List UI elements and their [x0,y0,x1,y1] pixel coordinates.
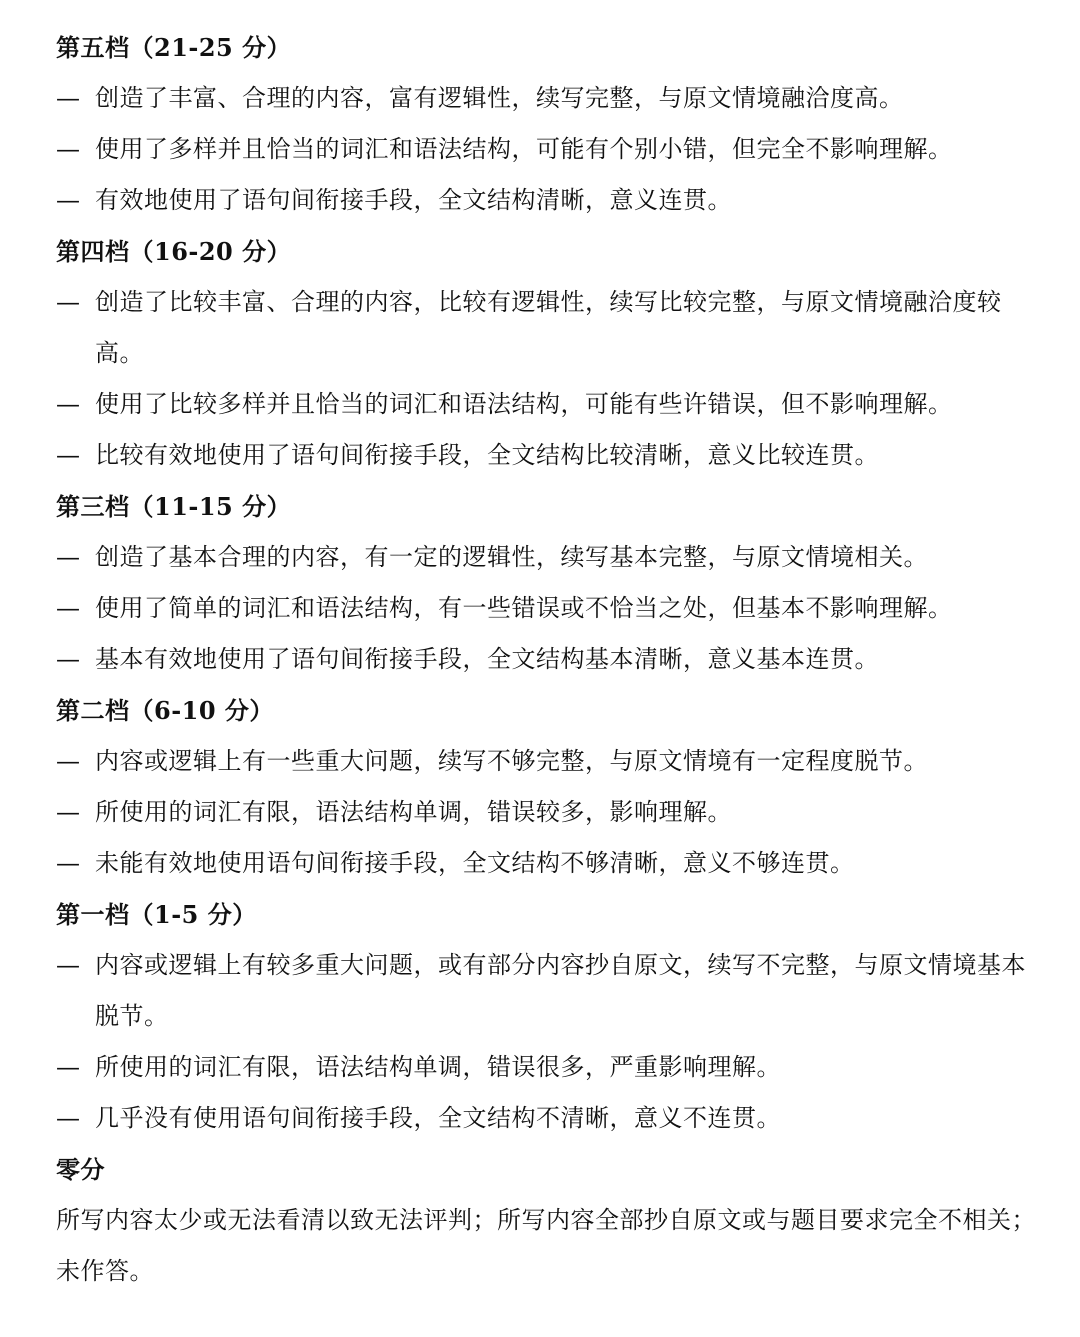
rubric-item-text: 基本有效地使用了语句间衔接手段，全文结构基本清晰，意义基本连贯。 [95,645,879,673]
dash-bullet: — [56,594,81,622]
rubric-item-text: 内容或逻辑上有一些重大问题，续写不够完整，与原文情境有一定程度脱节。 [95,747,928,775]
rubric-item-text: 几乎没有使用语句间衔接手段，全文结构不清晰，意义不连贯。 [95,1104,781,1132]
rubric-item [0,1093,1080,1144]
dash-bullet: — [56,849,81,877]
section-tier-4 [0,226,1080,481]
section-heading: 第一档（1-5 分） [56,900,257,929]
dash-bullet: — [56,798,81,826]
rubric-item-text: 使用了多样并且恰当的词汇和语法结构，可能有个别小错，但完全不影响理解。 [95,135,953,163]
section-tier-3 [0,481,1080,685]
rubric-item-text: 比较有效地使用了语句间衔接手段，全文结构比较清晰，意义比较连贯。 [95,441,879,469]
rubric-item [0,73,1080,124]
rubric-item-text: 使用了比较多样并且恰当的词汇和语法结构，可能有些许错误，但不影响理解。 [95,390,953,418]
section-tier-2 [0,685,1080,889]
rubric-item-text: 创造了丰富、合理的内容，富有逻辑性，续写完整，与原文情境融洽度高。 [95,84,904,112]
dash-bullet: — [56,441,81,469]
rubric-item [0,532,1080,583]
rubric-item [0,430,1080,481]
section-heading: 第四档（16-20 分） [56,237,292,266]
rubric-item-text: 创造了基本合理的内容，有一定的逻辑性，续写基本完整，与原文情境相关。 [95,543,928,571]
rubric-item [0,175,1080,226]
dash-bullet: — [56,135,81,163]
rubric-item [0,1042,1080,1093]
dash-bullet: — [56,390,81,418]
section-heading: 第五档（21-25 分） [56,33,292,62]
rubric-item [0,634,1080,685]
rubric-item-text: 有效地使用了语句间衔接手段，全文结构清晰，意义连贯。 [95,186,732,214]
section-heading: 第三档（11-15 分） [56,492,292,521]
rubric-item-text: 创造了比较丰富、合理的内容，比较有逻辑性，续写比较完整，与原文情境融洽度较高。 [95,288,1002,367]
section-heading: 零分 [56,1155,105,1184]
scoring-rubric [0,22,1080,1297]
dash-bullet: — [56,288,81,316]
rubric-item-text: 所使用的词汇有限，语法结构单调，错误很多，严重影响理解。 [95,1053,781,1081]
dash-bullet: — [56,1053,81,1081]
rubric-item [0,838,1080,889]
rubric-item [0,124,1080,175]
rubric-item-text: 使用了简单的词汇和语法结构，有一些错误或不恰当之处，但基本不影响理解。 [95,594,953,622]
dash-bullet: — [56,1104,81,1132]
dash-bullet: — [56,747,81,775]
dash-bullet: — [56,543,81,571]
rubric-item-text: 所使用的词汇有限，语法结构单调，错误较多，影响理解。 [95,798,732,826]
rubric-item-text: 内容或逻辑上有较多重大问题，或有部分内容抄自原文，续写不完整，与原文情境基本脱节。 [95,951,1026,1030]
section-tier-5 [0,22,1080,226]
rubric-item [0,379,1080,430]
rubric-item [0,277,1080,379]
rubric-item [0,583,1080,634]
zero-description: 所写内容太少或无法看清以致无法评判；所写内容全部抄自原文或与题目要求完全不相关；未作答。 [56,1206,1036,1285]
dash-bullet: — [56,84,81,112]
rubric-item [0,736,1080,787]
dash-bullet: — [56,951,81,979]
rubric-item [0,940,1080,1042]
section-heading: 第二档（6-10 分） [56,696,274,725]
section-zero [0,1144,1080,1297]
rubric-item-text: 未能有效地使用语句间衔接手段，全文结构不够清晰，意义不够连贯。 [95,849,855,877]
dash-bullet: — [56,645,81,673]
rubric-item [0,787,1080,838]
dash-bullet: — [56,186,81,214]
section-tier-1 [0,889,1080,1144]
